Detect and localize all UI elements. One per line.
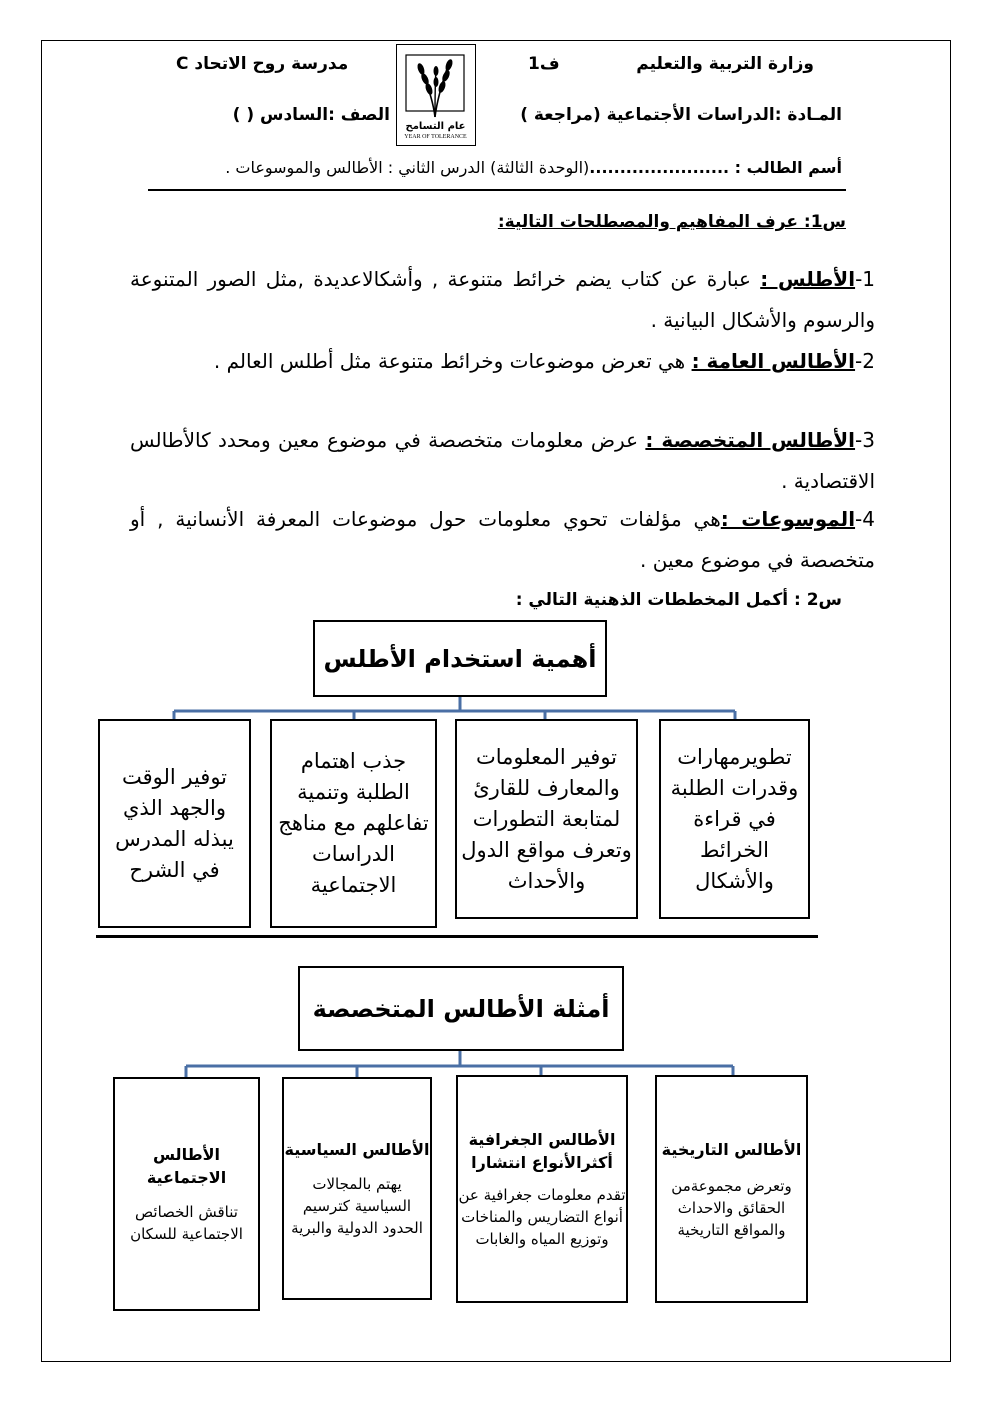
map1-box-information [455,719,638,919]
map1-box-text: توفير المعلومات والمعارف للقارئ لمتابعة التطورات وتعرف مواقع الدول والأحداث [461,744,632,893]
subject-line: المـادة :الدراسات الأجتماعية (مراجعة ) [520,105,842,125]
map2-box-text: تناقش الخصائص الاجتماعية للسكان [130,1203,243,1243]
map1-box-text: توفير الوقت والجهد الذي يبذله المدرس في الشرح [115,764,234,882]
map2-box-political [282,1077,432,1300]
ministry-name: وزارة التربية والتعليم [636,54,814,74]
q2-title: س2 : أكمل المخططات الذهنية التالي : [515,590,842,610]
map1-title: أهمية استخدام الأطلس [323,644,597,673]
map2-box-social [113,1077,260,1311]
logo-english-text: YEAR OF TOLERANCE [404,134,467,140]
def-term: الأطالس العامة : [691,349,856,373]
logo-arabic-text: عام التسامح [405,121,466,132]
map2-box-historical [655,1075,808,1303]
def-number: 3- [855,428,875,452]
def-number: 1- [855,267,876,291]
map1-box-skills [659,719,810,919]
def-text: عرض معلومات متخصصة في موضوع معين ومحدد كالأطالس الاقتصادية . [130,428,875,493]
map1-box-engagement [270,719,437,928]
map1-title-box [313,620,607,697]
map2-title: أمثلة الأطالس المتخصصة [312,994,610,1023]
def-text: عبارة عن كتاب يضم خرائط متنوعة , وأشكالاعديدة ,مثل الصور المتنوعة والرسوم والأشكال البيانية . [130,267,875,332]
map1-box-text: جذب اهتمام الطلبة وتنمية تفاعلهم مع مناهج الدراسات الاجتماعية [278,749,429,897]
map2-title-box [298,966,624,1051]
def-number: 2- [855,349,875,373]
def-text: هي تعرض موضوعات وخرائط متنوعة مثل أطلس العالم . [213,349,692,373]
map2-box-geographic [456,1075,628,1303]
map2-box-text: تقدم معلومات جغرافية عن أنواع التضاريس والمناخات وتوزيع المياه والغابات [458,1186,626,1248]
def-term: الأطلس : [760,267,856,291]
lesson-title: (الوحدة الثالثة) الدرس الثاني : الأطالس والموسوعات . [225,158,590,177]
map2-box-title: الأطالس السياسية [284,1140,430,1159]
map1-box-text: تطويرمهارات وقدرات الطلبة في قراءة الخرائط والأشكال [670,744,799,893]
grade-line: الصف :السادس ( ) [232,105,390,125]
q1-title: س1: عرف المفاهيم والمصطلحات التالية: [497,212,846,232]
def-term: الأطالس المتخصصة : [645,428,856,452]
def-term: الموسوعات : [720,507,856,531]
map2-box-text: يهتم بالمجالات السياسية كترسيم الحدود الدولية والبرية [291,1175,423,1237]
school-name: مدرسة روح الاتحاد C [176,54,349,74]
form-code: ف1 [528,54,560,74]
map1-box-time [98,719,251,928]
map2-box-title: الأطالس الاجتماعية [146,1145,227,1187]
map2-box-text: وتعرض مجموعةمن الحقائق والاحداث والمواقع التاريخية [671,1176,792,1239]
map2-box-title: الأطالس الجغرافية أكثرالأنواع انتشارا [468,1130,616,1172]
student-name-label: أسم الطالب : ....................... [589,158,842,177]
def-text: هي مؤلفات تحوي معلومات حول موضوعات المعرفة الأنسانية , أو متخصصة في موضوع معين . [130,507,875,572]
map2-box-title: الأطالس التاريخية [661,1139,802,1159]
section-divider [96,935,818,938]
def-number: 4- [855,507,875,531]
